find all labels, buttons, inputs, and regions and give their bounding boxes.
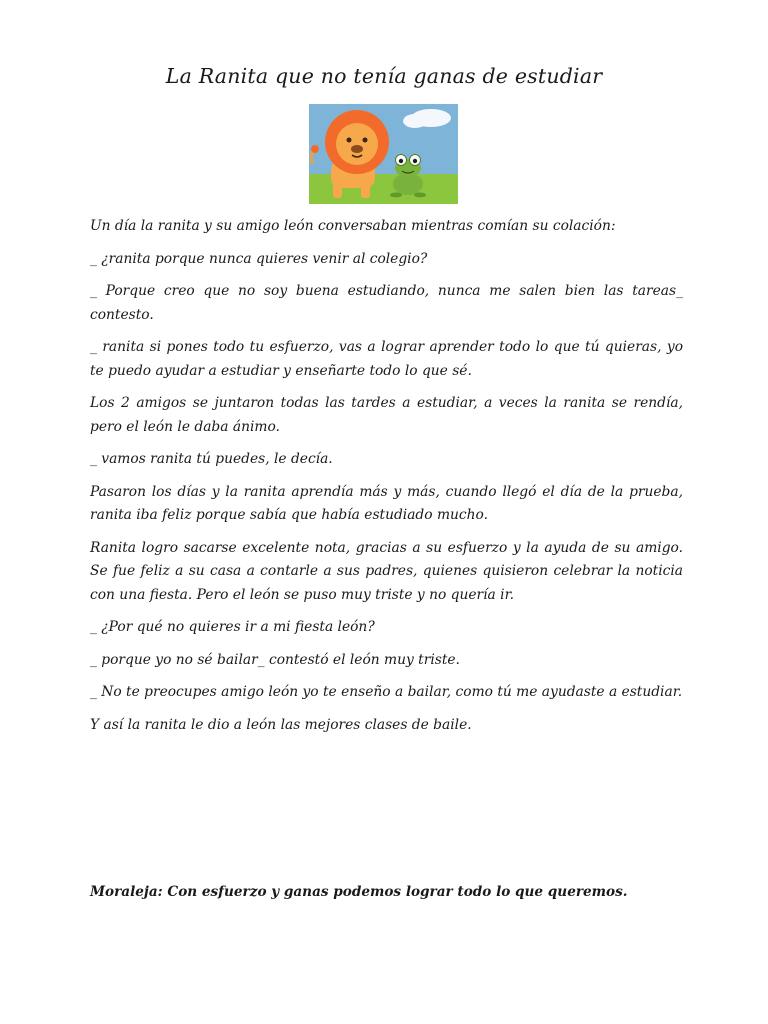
story-paragraph: _ ¿ranita porque nunca quieres venir al colegio? (90, 250, 428, 267)
story-paragraph: Pasaron los días y la ranita aprendía más y más, cuando llegó el día de la prueba, ranita iba feliz porque sabía que había estudiado mucho. (90, 483, 683, 523)
story-paragraph: _ ¿Por qué no quieres ir a mi fiesta león? (90, 619, 375, 635)
story-paragraph: Un día la ranita y su amigo león conversaban mientras comían su colación: (90, 218, 616, 234)
story-paragraph: _ No te preocupes amigo león yo te enseño a bailar, como tú me ayudaste a estudiar. (90, 684, 683, 700)
moral-statement: Moraleja: Con esfuerzo y ganas podemos lograr todo lo que queremos. (90, 884, 628, 900)
story-paragraph: _ vamos ranita tú puedes, le decía. (90, 451, 333, 467)
cloud-shape (403, 114, 427, 128)
story-paragraph: Ranita logro sacarse excelente nota, gracias a su esfuerzo y la ayuda de su amigo. Se fue feliz a su casa a contarle a sus padres, quienes quisieron celebrar la noticia con una fiesta. Pero el león se puso muy triste y no quería ir. (90, 539, 683, 603)
story-body (90, 215, 683, 746)
story-paragraph: _ ranita si pones todo tu esfuerzo, vas a lograr aprender todo lo que tú quieras, yo te puedo ayudar a estudiar y enseñarte todo lo que sé. (90, 339, 683, 379)
story-paragraph: _ Porque creo que no soy buena estudiando, nunca me salen bien las tareas_ contesto. (90, 283, 683, 323)
story-paragraph: Los 2 amigos se juntaron todas las tardes a estudiar, a veces la ranita se rendía, pero el león le daba ánimo. (90, 395, 683, 435)
story-paragraph: _ porque yo no sé bailar_ contestó el león muy triste. (90, 651, 460, 668)
story-illustration (309, 104, 458, 204)
story-paragraph: Y así la ranita le dio a león las mejores clases de baile. (90, 716, 472, 733)
document-title: La Ranita que no tenía ganas de estudiar (165, 64, 603, 88)
lion-face (336, 123, 378, 165)
lion-and-frog-illustration (309, 104, 458, 204)
